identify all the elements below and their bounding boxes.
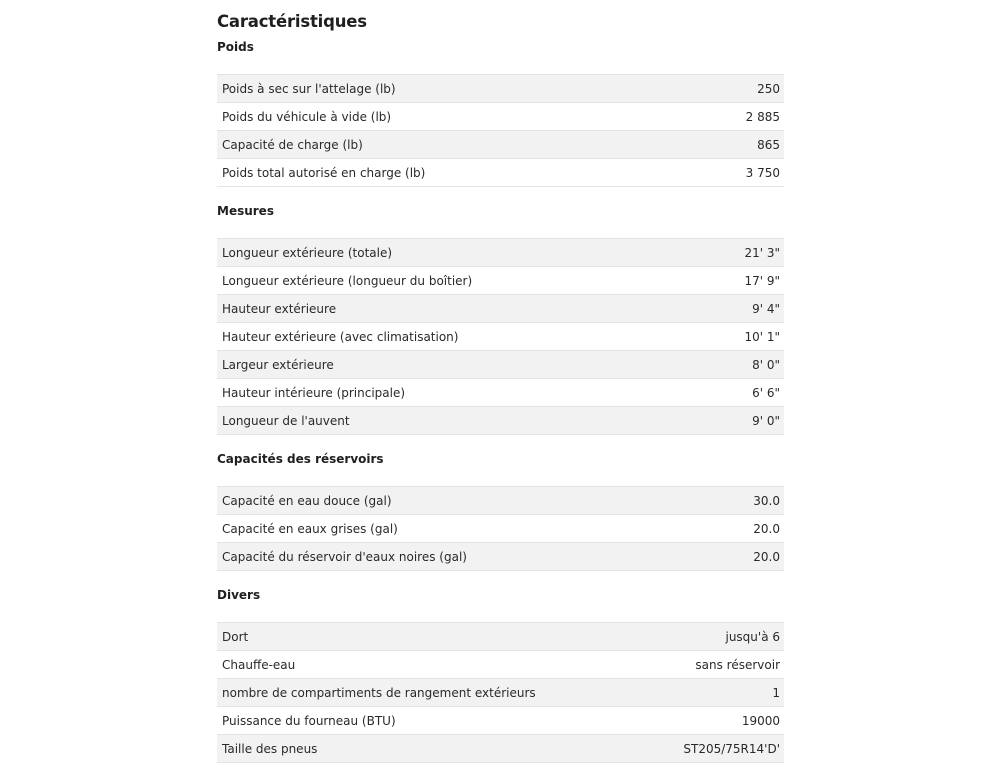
spec-label: Hauteur extérieure <box>217 295 701 323</box>
table-row <box>217 295 784 323</box>
spec-table-divers <box>217 622 784 763</box>
table-row <box>217 487 784 515</box>
spec-value: 19000 <box>644 707 784 735</box>
section-capacites-reservoirs <box>217 449 784 571</box>
spec-label: Puissance du fourneau (BTU) <box>217 707 644 735</box>
spec-label: Poids du véhicule à vide (lb) <box>217 103 688 131</box>
table-row <box>217 323 784 351</box>
spec-label: Capacité de charge (lb) <box>217 131 688 159</box>
spec-label: Chauffe-eau <box>217 651 644 679</box>
spec-label: Hauteur intérieure (principale) <box>217 379 701 407</box>
spec-label: Hauteur extérieure (avec climatisation) <box>217 323 701 351</box>
page-title: Caractéristiques <box>217 12 367 31</box>
spec-table-mesures <box>217 238 784 435</box>
spec-label: Poids total autorisé en charge (lb) <box>217 159 688 187</box>
table-row <box>217 267 784 295</box>
spec-value: 2 885 <box>688 103 784 131</box>
specifications-panel <box>217 0 784 777</box>
spec-label: Longueur de l'auvent <box>217 407 701 435</box>
spec-value: ST205/75R14'D' <box>644 735 784 763</box>
section-title: Divers <box>217 588 261 602</box>
spec-value: 9' 4" <box>701 295 784 323</box>
section-mesures <box>217 201 784 435</box>
spec-label: Capacité du réservoir d'eaux noires (gal) <box>217 543 714 571</box>
spec-label: Poids à sec sur l'attelage (lb) <box>217 75 688 103</box>
spec-value: 9' 0" <box>701 407 784 435</box>
spec-label: Dort <box>217 623 644 651</box>
spec-value: 3 750 <box>688 159 784 187</box>
section-poids <box>217 37 784 187</box>
spec-table-poids <box>217 74 784 187</box>
table-row <box>217 623 784 651</box>
spec-label: Longueur extérieure (longueur du boîtier) <box>217 267 701 295</box>
table-row <box>217 75 784 103</box>
table-row <box>217 407 784 435</box>
spec-label: Largeur extérieure <box>217 351 701 379</box>
section-title: Capacités des réservoirs <box>217 452 384 466</box>
table-row <box>217 515 784 543</box>
spec-value: 17' 9" <box>701 267 784 295</box>
spec-label: Longueur extérieure (totale) <box>217 239 701 267</box>
spec-value: 20.0 <box>714 515 784 543</box>
spec-value: sans réservoir <box>644 651 784 679</box>
table-row <box>217 735 784 763</box>
spec-value: 865 <box>688 131 784 159</box>
spec-value: 250 <box>688 75 784 103</box>
section-title: Mesures <box>217 204 274 218</box>
spec-value: 21' 3" <box>701 239 784 267</box>
spec-value: 30.0 <box>714 487 784 515</box>
section-divers <box>217 585 784 763</box>
spec-label: Capacité en eau douce (gal) <box>217 487 714 515</box>
spec-value: jusqu'à 6 <box>644 623 784 651</box>
spec-value: 8' 0" <box>701 351 784 379</box>
spec-label: Taille des pneus <box>217 735 644 763</box>
section-title: Poids <box>217 40 254 54</box>
spec-value: 10' 1" <box>701 323 784 351</box>
table-row <box>217 679 784 707</box>
table-row <box>217 351 784 379</box>
table-row <box>217 543 784 571</box>
table-row <box>217 651 784 679</box>
spec-table-reservoirs <box>217 486 784 571</box>
table-row <box>217 131 784 159</box>
spec-value: 1 <box>644 679 784 707</box>
spec-value: 20.0 <box>714 543 784 571</box>
table-row <box>217 707 784 735</box>
table-row <box>217 239 784 267</box>
spec-label: nombre de compartiments de rangement extérieurs <box>217 679 644 707</box>
table-row <box>217 379 784 407</box>
spec-value: 6' 6" <box>701 379 784 407</box>
spec-label: Capacité en eaux grises (gal) <box>217 515 714 543</box>
table-row <box>217 103 784 131</box>
table-row <box>217 159 784 187</box>
